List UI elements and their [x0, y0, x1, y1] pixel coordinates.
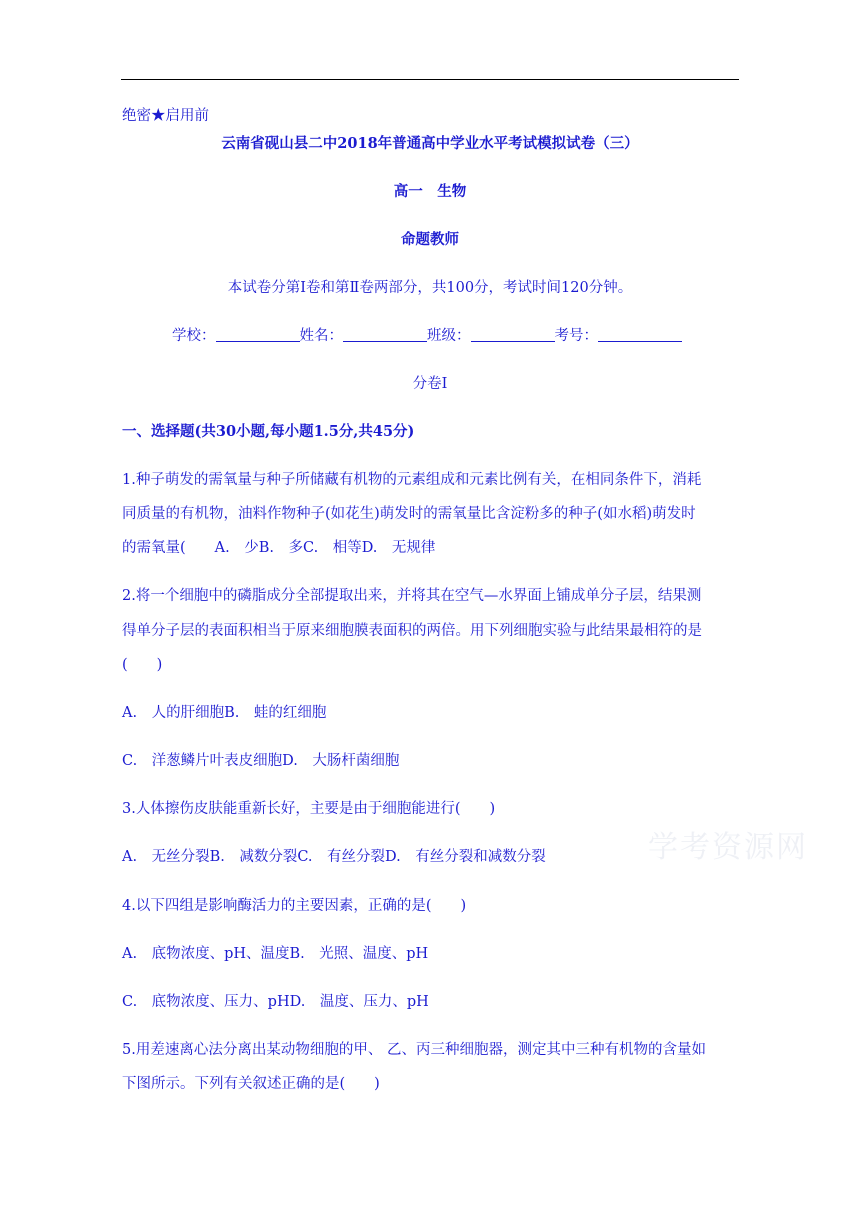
name-label: 姓名：	[299, 328, 343, 344]
question-3-options: A. 无丝分裂B. 减数分裂C. 有丝分裂D. 有丝分裂和减数分裂	[122, 849, 546, 865]
question-2-options-cd: C. 洋葱鳞片叶表皮细胞D. 大肠杆菌细胞	[122, 753, 400, 769]
question-2-line-2: 得单分子层的表面积相当于原来细胞膜表面积的两倍。用下列细胞实验与此结果最相符的是	[122, 623, 702, 639]
question-4-stem: 4.以下四组是影响酶活力的主要因素，正确的是( )	[122, 898, 467, 914]
exam-subtitle: 高一 生物	[393, 183, 467, 200]
number-field[interactable]	[598, 327, 682, 342]
question-2-line-3: ( )	[122, 657, 163, 673]
student-info-line	[172, 326, 682, 346]
question-4-options-cd: C. 底物浓度、压力、pHD. 温度、压力、pH	[122, 994, 429, 1010]
confidential-label: 绝密★启用前	[122, 108, 209, 124]
question-1-line-1: 1.种子萌发的需氧量与种子所储藏有机物的元素组成和元素比例有关，在相同条件下，消耗	[122, 472, 702, 488]
school-label: 学校：	[172, 328, 216, 344]
question-1-line-2: 同质量的有机物，油料作物种子(如花生)萌发时的需氧量比含淀粉多的种子(如水稻)萌发时	[122, 506, 696, 522]
question-3-stem: 3.人体擦伤皮肤能重新长好，主要是由于细胞能进行( )	[122, 801, 496, 817]
header-rule	[121, 79, 739, 80]
name-field[interactable]	[343, 327, 427, 342]
question-2-options-ab: A. 人的肝细胞B. 蛙的红细胞	[122, 705, 327, 721]
question-5-line-2: 下图所示。下列有关叙述正确的是( )	[122, 1076, 380, 1092]
exam-title: 云南省砚山县二中2018年普通高中学业水平考试模拟试卷（三）	[221, 135, 639, 152]
question-5-line-1: 5.用差速离心法分离出某动物细胞的甲、 乙、丙三种细胞器，测定其中三种有机物的含量如	[122, 1042, 706, 1058]
author-line: 命题教师	[401, 231, 459, 248]
school-field[interactable]	[216, 327, 300, 342]
class-label: 班级：	[427, 328, 471, 344]
question-1-line-3: 的需氧量( A. 少B. 多C. 相等D. 无规律	[122, 540, 436, 556]
question-2-line-1: 2.将一个细胞中的磷脂成分全部提取出来，并将其在空气—水界面上铺成单分子层，结果测	[122, 588, 702, 604]
number-label: 考号：	[554, 328, 598, 344]
question-4-options-ab: A. 底物浓度、pH、温度B. 光照、温度、pH	[122, 946, 429, 962]
section-label: 分卷I	[412, 376, 448, 392]
watermark: 学考资源网	[648, 830, 808, 865]
exam-instructions: 本试卷分第Ⅰ卷和第Ⅱ卷两部分，共100分，考试时间120分钟。	[227, 280, 633, 296]
class-field[interactable]	[471, 327, 555, 342]
section-heading: 一、选择题(共30小题,每小题1.5分,共45分)	[122, 423, 415, 440]
